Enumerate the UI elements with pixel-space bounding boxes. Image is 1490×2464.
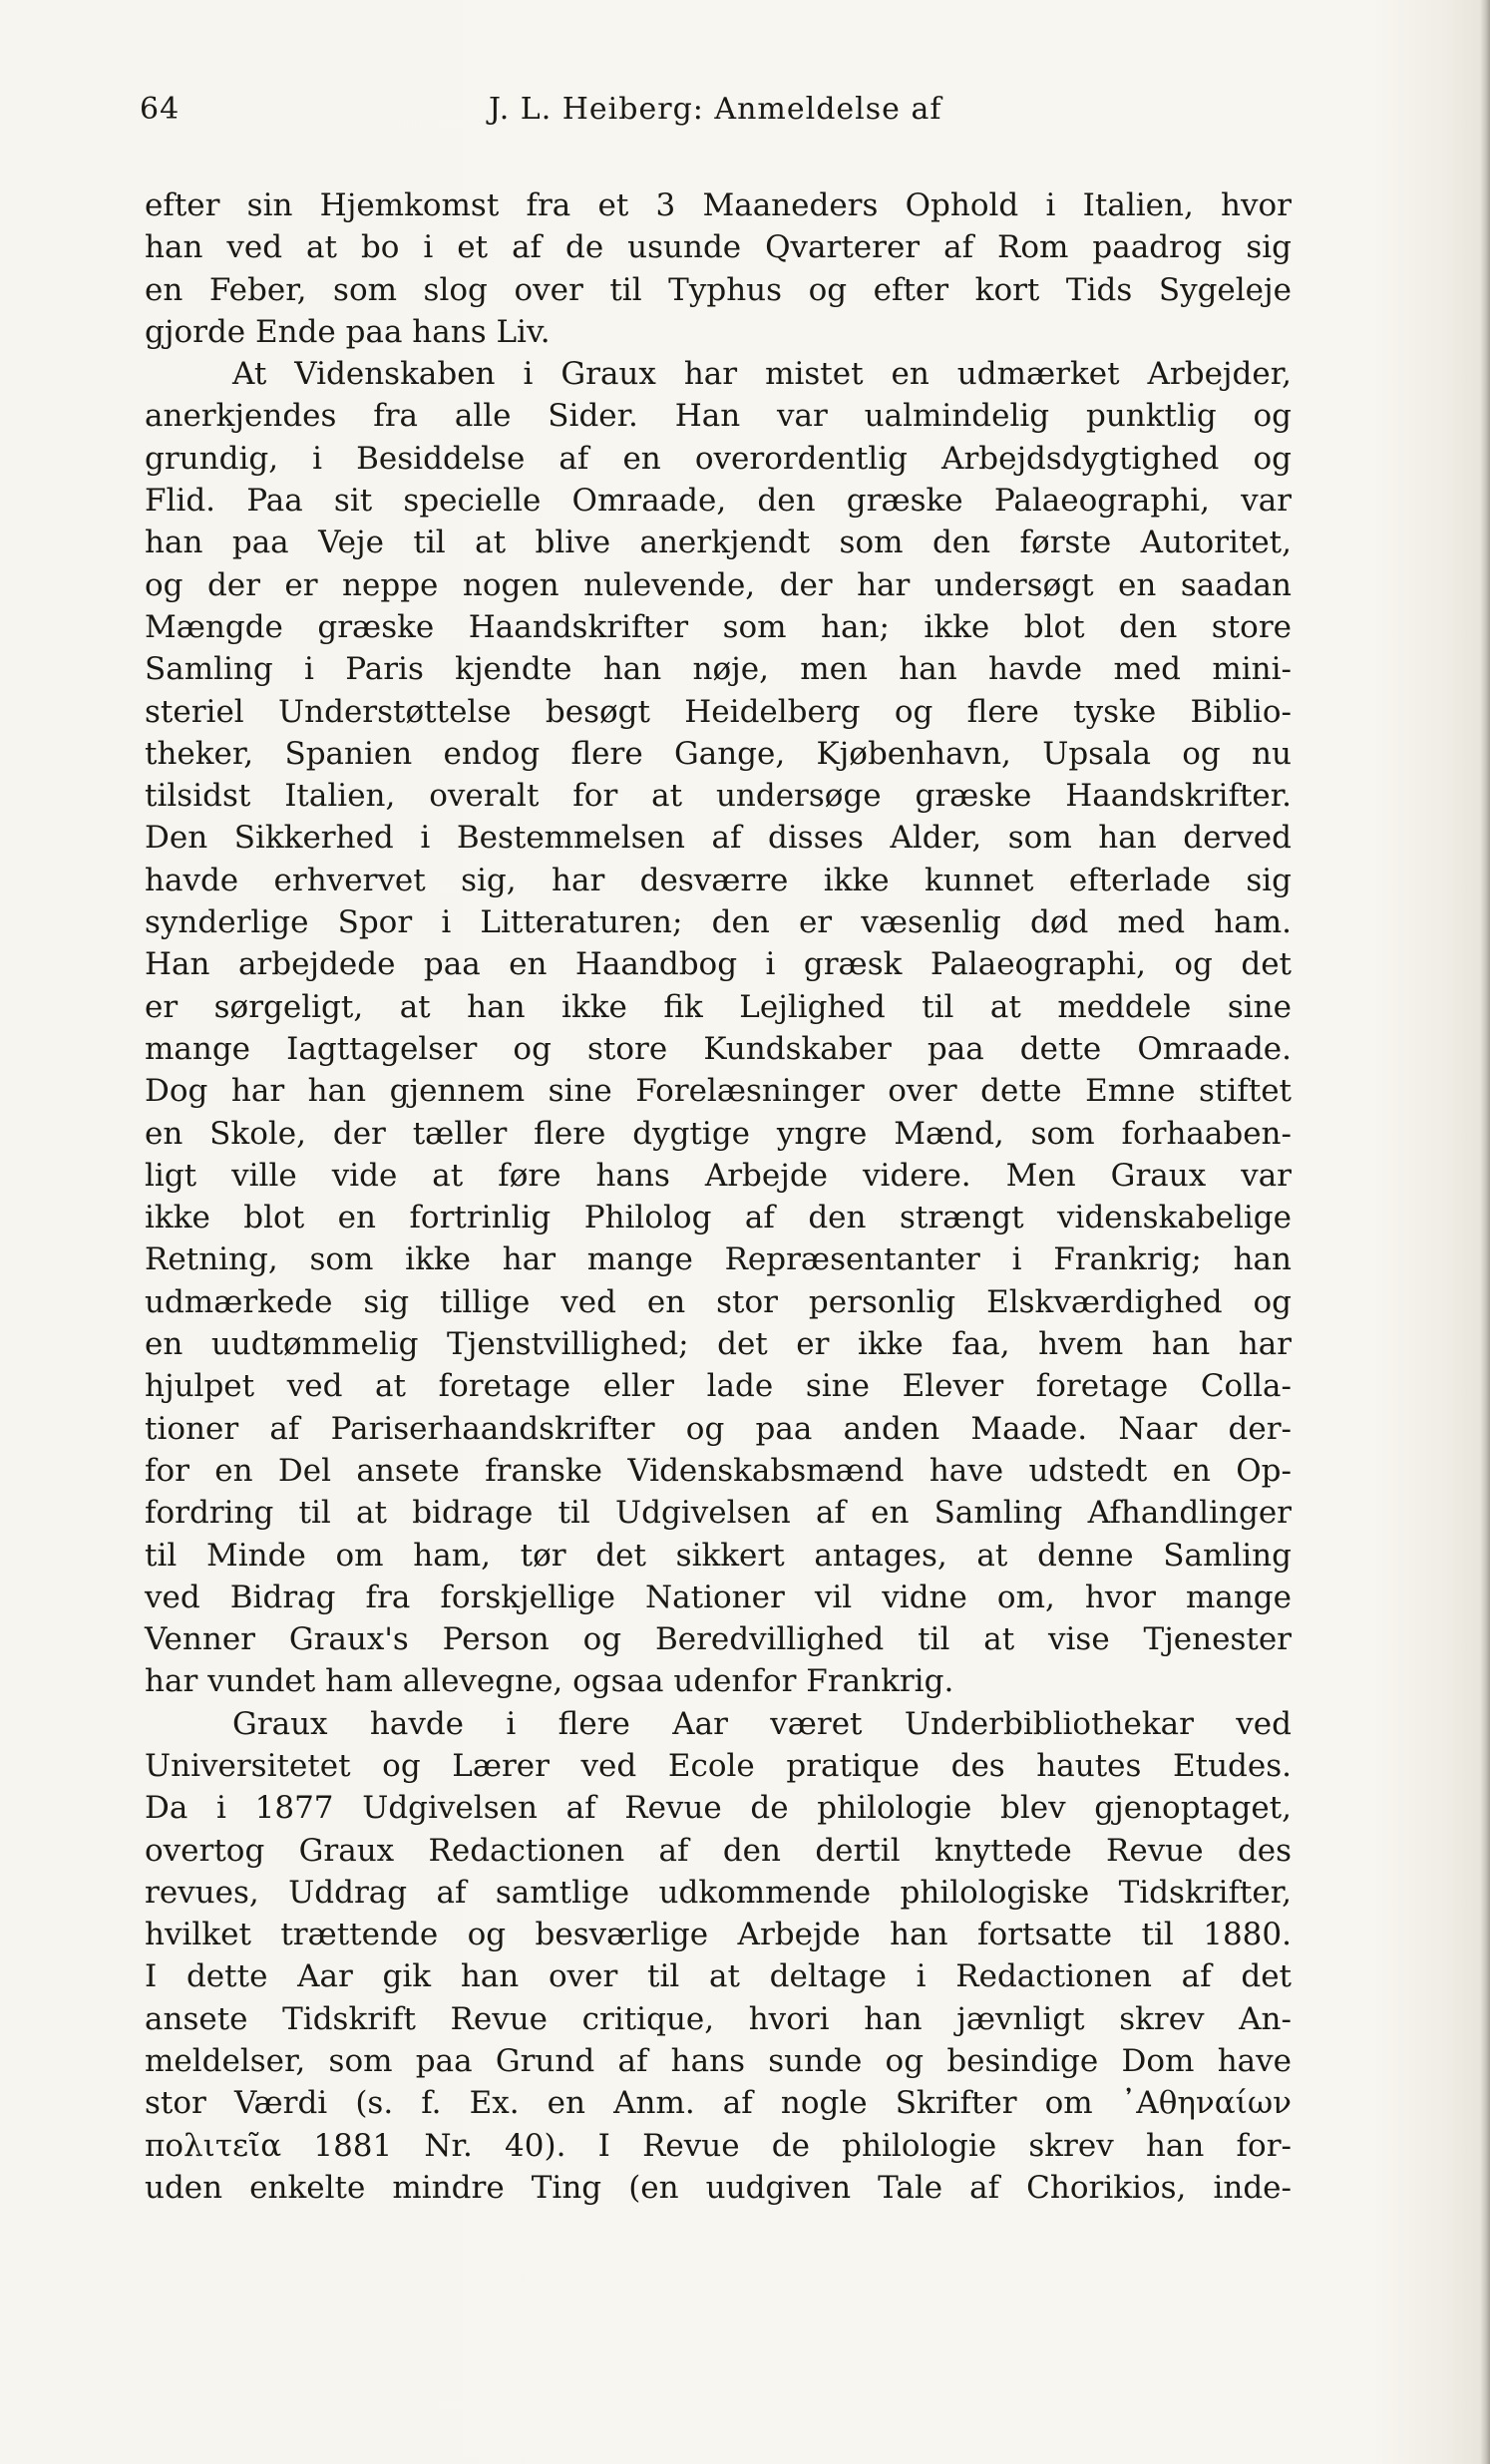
- text-line: en uudtømmelig Tjenstvillighed; det er ikke faa, hvem han har: [145, 1326, 1292, 1363]
- text-line: for en Del ansete franske Videnskabsmænd have udstedt en Op-: [145, 1452, 1292, 1489]
- text-line: tioner af Pariserhaandskrifter og paa anden Maade. Naar der-: [145, 1410, 1292, 1447]
- body-text: [145, 184, 1292, 2209]
- text-line: Universitetet og Lærer ved Ecole pratique des hautes Etudes.: [145, 1747, 1292, 1784]
- text-line: ved Bidrag fra forskjellige Nationer vil vidne om, hvor mange: [145, 1579, 1292, 1615]
- text-line: udmærkede sig tillige ved en stor personlig Elskværdighed og: [145, 1283, 1292, 1320]
- page-header: [140, 92, 1267, 142]
- text-line: hjulpet ved at foretage eller lade sine Elever foretage Colla-: [145, 1368, 1292, 1405]
- text-line: Mængde græske Haandskrifter som han; ikke blot den store: [145, 608, 1292, 645]
- text-line: fordring til at bidrage til Udgivelsen af en Samling Afhandlinger: [145, 1495, 1292, 1532]
- text-line: Samling i Paris kjendte han nøje, men han havde med mini-: [145, 651, 1292, 688]
- text-line: πολιτεῖα 1881 Nr. 40). I Revue de philologie skrev han for-: [145, 2127, 1292, 2164]
- text-line: stor Værdi (s. f. Ex. en Anm. af nogle Skrifter om ᾿Αθηναίων: [145, 2085, 1292, 2122]
- text-line: har vundet ham allevegne, ogsaa udenfor Frankrig.: [145, 1663, 954, 1700]
- text-line: mange Iagttagelser og store Kundskaber paa dette Omraade.: [145, 1030, 1292, 1067]
- text-line: Retning, som ikke har mange Repræsentanter i Frankrig; han: [145, 1241, 1292, 1278]
- text-line: gjorde Ende paa hans Liv.: [145, 313, 551, 350]
- text-line: en Feber, som slog over til Typhus og efter kort Tids Sygeleje: [145, 271, 1292, 308]
- page-edge-shadow: [1480, 0, 1490, 2464]
- text-line: grundig, i Besiddelse af en overordentlig Arbejdsdygtighed og: [145, 440, 1292, 477]
- text-line: Dog har han gjennem sine Forelæsninger over dette Emne stiftet: [145, 1073, 1292, 1110]
- text-line: Graux havde i flere Aar været Underbibliothekar ved: [232, 1705, 1292, 1742]
- text-line: han ved at bo i et af de usunde Qvarterer af Rom paadrog sig: [145, 229, 1292, 266]
- text-line: synderlige Spor i Litteraturen; den er væsenlig død med ham.: [145, 904, 1292, 941]
- text-line: Den Sikkerhed i Bestemmelsen af disses Alder, som han derved: [145, 820, 1292, 857]
- text-line: en Skole, der tæller flere dygtige yngre Mænd, som forhaaben-: [145, 1115, 1292, 1152]
- text-line: Venner Graux's Person og Beredvillighed til at vise Tjenester: [145, 1621, 1292, 1658]
- text-line: overtog Graux Redactionen af den dertil knyttede Revue des: [145, 1832, 1292, 1869]
- text-line: revues, Uddrag af samtlige udkommende philologiske Tidskrifter,: [145, 1874, 1292, 1911]
- text-line: ligt ville vide at føre hans Arbejde videre. Men Graux var: [145, 1157, 1292, 1194]
- text-line: theker, Spanien endog flere Gange, Kjøbenhavn, Upsala og nu: [145, 735, 1292, 772]
- text-line: At Videnskaben i Graux har mistet en udmærket Arbejder,: [232, 356, 1292, 393]
- text-line: og der er neppe nogen nulevende, der har undersøgt en saadan: [145, 566, 1292, 603]
- text-line: havde erhvervet sig, har desværre ikke kunnet efterlade sig: [145, 862, 1292, 898]
- text-line: Flid. Paa sit specielle Omraade, den græske Palaeographi, var: [145, 483, 1292, 520]
- text-line: efter sin Hjemkomst fra et 3 Maaneders Ophold i Italien, hvor: [145, 187, 1292, 223]
- text-line: ansete Tidskrift Revue critique, hvori han jævnligt skrev An-: [145, 2000, 1292, 2037]
- running-head: J. L. Heiberg: Anmeldelse af: [489, 92, 942, 127]
- text-line: er sørgeligt, at han ikke fik Lejlighed til at meddele sine: [145, 988, 1292, 1025]
- text-line: hvilket trættende og besværlige Arbejde han fortsatte til 1880.: [145, 1917, 1292, 1953]
- text-line: meldelser, som paa Grund af hans sunde og besindige Dom have: [145, 2043, 1292, 2080]
- text-line: ikke blot en fortrinlig Philolog af den strængt videnskabelige: [145, 1200, 1292, 1236]
- text-line: til Minde om ham, tør det sikkert antages, at denne Samling: [145, 1537, 1292, 1574]
- page-number: 64: [140, 92, 181, 127]
- text-line: I dette Aar gik han over til at deltage i Redactionen af det: [145, 1958, 1292, 1995]
- text-line: Han arbejdede paa en Haandbog i græsk Palaeographi, og det: [145, 946, 1292, 983]
- text-line: steriel Understøttelse besøgt Heidelberg og flere tyske Biblio-: [145, 693, 1292, 730]
- text-line: uden enkelte mindre Ting (en uudgiven Tale af Chorikios, inde-: [145, 2169, 1292, 2206]
- text-line: anerkjendes fra alle Sider. Han var ualmindelig punktlig og: [145, 398, 1292, 435]
- text-line: Da i 1877 Udgivelsen af Revue de philologie blev gjenoptaget,: [145, 1790, 1292, 1827]
- text-line: tilsidst Italien, overalt for at undersøge græske Haandskrifter.: [145, 778, 1292, 815]
- text-line: han paa Veje til at blive anerkjendt som den første Autoritet,: [145, 525, 1292, 561]
